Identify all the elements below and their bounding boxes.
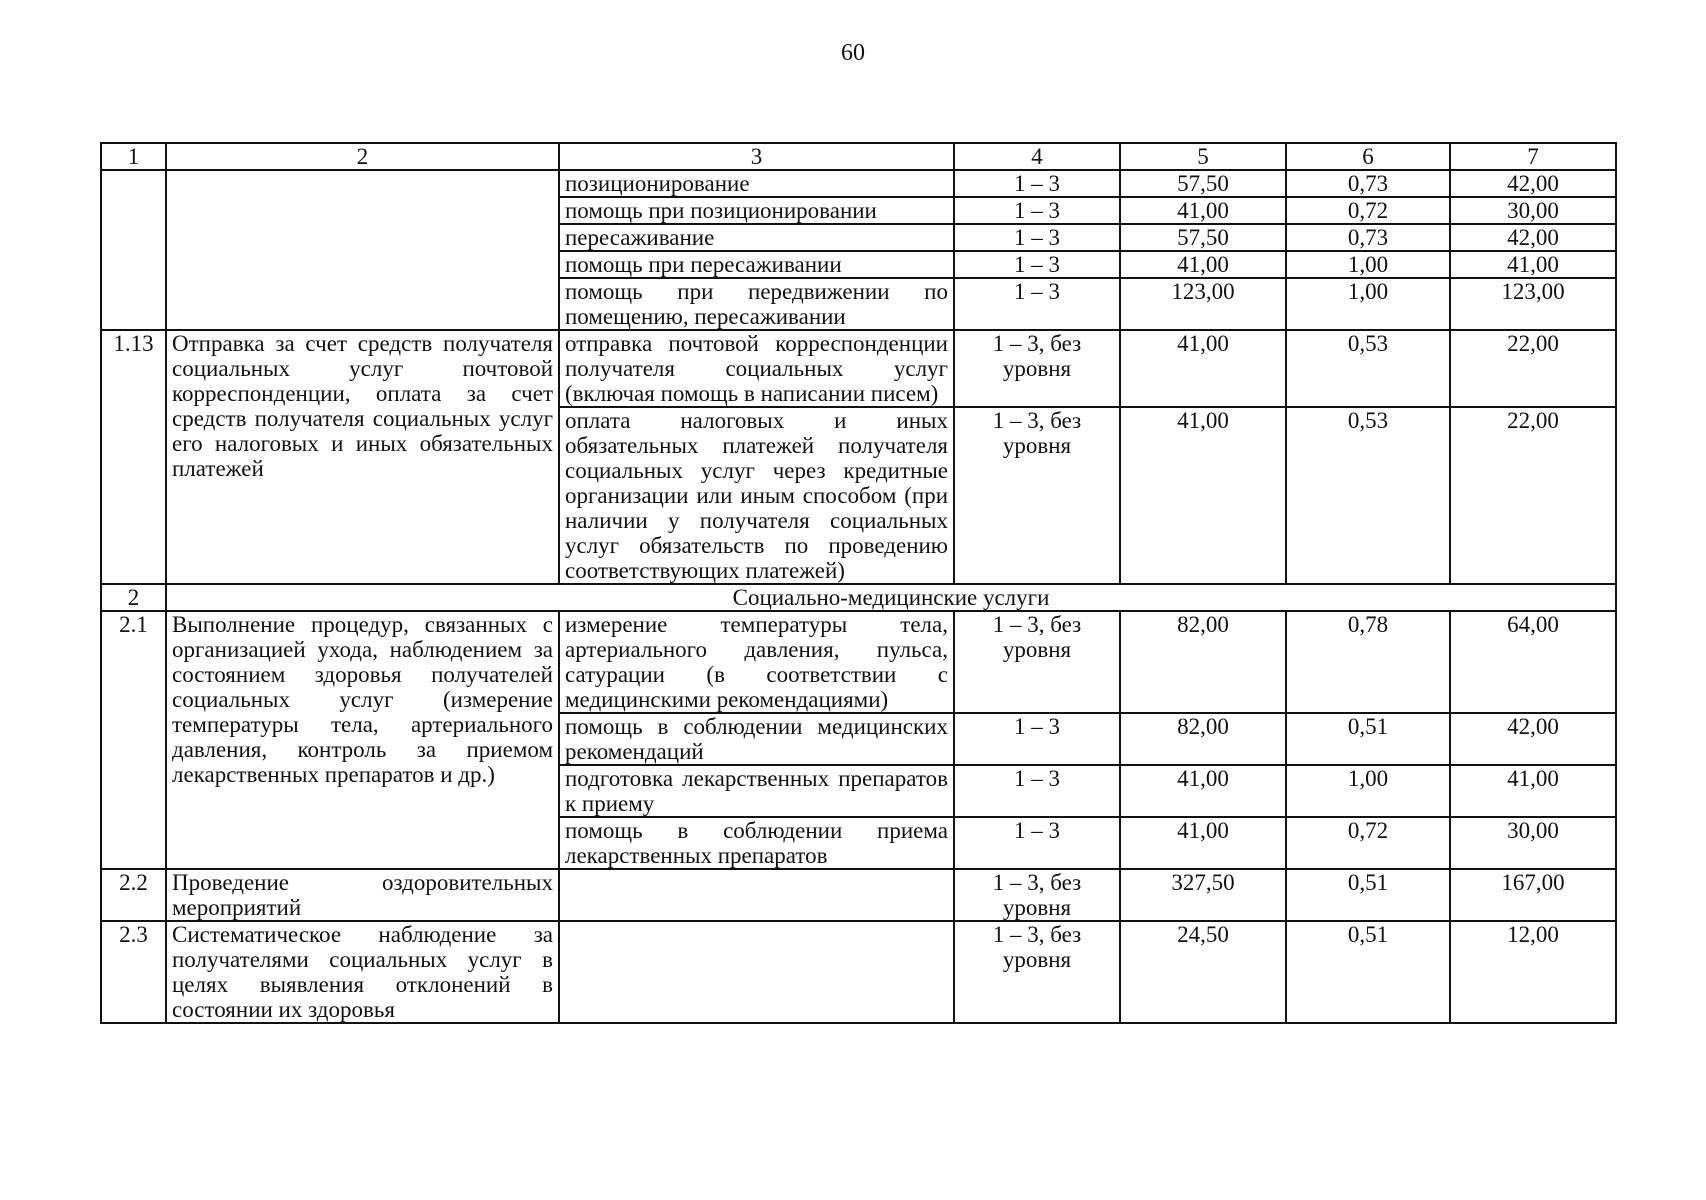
level-cell: 1 – 3, без уровня [954,330,1120,407]
service-cell: оплата налоговых и иных обязательных платежей получателя социальных услуг через кредитные организации или иным способом (при наличии у получателя социальных услуг обязательств по проведению соответствующих платежей) [559,407,954,584]
value-cell: 41,00 [1120,817,1286,869]
value-cell: 327,50 [1120,869,1286,921]
service-cell: помощь при позиционировании [559,197,954,224]
value-cell: 41,00 [1120,765,1286,817]
level-cell: 1 – 3 [954,278,1120,330]
empty-cell [166,170,559,330]
value-cell: 0,51 [1286,713,1450,765]
level-cell: 1 – 3 [954,224,1120,251]
service-cell: помощь при пересаживании [559,251,954,278]
service-cell: помощь в соблюдении приема лекарственных препаратов [559,817,954,869]
value-cell: 82,00 [1120,611,1286,713]
section-row [101,584,1616,611]
header-cell: 6 [1286,143,1450,170]
item-name: Выполнение процедур, связанных с организацией ухода, наблюдением за состоянием здоровья получателей социальных услуг (измерение температуры тела, артериального давления, контроль за приемом лекарственных препаратов и др.) [166,611,559,869]
value-cell: 12,00 [1450,921,1616,1023]
value-cell: 0,53 [1286,330,1450,407]
service-cell: пересаживание [559,224,954,251]
item-number: 1.13 [101,330,166,584]
header-cell: 3 [559,143,954,170]
table-row [101,170,1616,197]
level-cell: 1 – 3, без уровня [954,921,1120,1023]
table-row [101,611,1616,713]
value-cell: 30,00 [1450,817,1616,869]
item-name: Отправка за счет средств получателя социальных услуг почтовой корреспонденции, оплата за счет средств получателя социальных услуг его налоговых и иных обязательных платежей [166,330,559,584]
header-cell: 5 [1120,143,1286,170]
value-cell: 41,00 [1120,197,1286,224]
item-number: 2.2 [101,869,166,921]
empty-cell [101,170,166,330]
value-cell: 42,00 [1450,170,1616,197]
level-cell: 1 – 3 [954,170,1120,197]
section-title: Социально-медицинские услуги [166,584,1616,611]
item-number: 2.3 [101,921,166,1023]
value-cell: 0,51 [1286,921,1450,1023]
value-cell: 30,00 [1450,197,1616,224]
table-row [101,921,1616,1023]
service-cell [559,921,954,1023]
level-cell: 1 – 3, без уровня [954,869,1120,921]
value-cell: 0,72 [1286,817,1450,869]
level-cell: 1 – 3, без уровня [954,407,1120,584]
header-cell: 4 [954,143,1120,170]
item-name: Систематическое наблюдение за получателями социальных услуг в целях выявления отклонений в состоянии их здоровья [166,921,559,1023]
value-cell: 0,51 [1286,869,1450,921]
level-cell: 1 – 3 [954,251,1120,278]
value-cell: 57,50 [1120,224,1286,251]
level-cell: 1 – 3 [954,197,1120,224]
item-number: 2.1 [101,611,166,869]
page-number: 60 [841,40,865,66]
value-cell: 0,78 [1286,611,1450,713]
header-cell: 2 [166,143,559,170]
value-cell: 123,00 [1120,278,1286,330]
value-cell: 1,00 [1286,251,1450,278]
value-cell: 0,73 [1286,170,1450,197]
value-cell: 41,00 [1450,765,1616,817]
value-cell: 42,00 [1450,224,1616,251]
service-cell: помощь при передвижении по помещению, пересаживании [559,278,954,330]
value-cell: 41,00 [1120,251,1286,278]
header-cell: 1 [101,143,166,170]
tariff-table [100,142,1617,1024]
value-cell: 41,00 [1120,330,1286,407]
value-cell: 41,00 [1450,251,1616,278]
value-cell: 0,72 [1286,197,1450,224]
value-cell: 22,00 [1450,407,1616,584]
value-cell: 0,53 [1286,407,1450,584]
value-cell: 41,00 [1120,407,1286,584]
value-cell: 24,50 [1120,921,1286,1023]
value-cell: 0,73 [1286,224,1450,251]
table-row [101,869,1616,921]
service-cell [559,869,954,921]
table-row [101,330,1616,407]
service-cell: подготовка лекарственных препаратов к приему [559,765,954,817]
service-cell: помощь в соблюдении медицинских рекомендаций [559,713,954,765]
value-cell: 57,50 [1120,170,1286,197]
value-cell: 123,00 [1450,278,1616,330]
level-cell: 1 – 3 [954,765,1120,817]
section-number: 2 [101,584,166,611]
service-cell: отправка почтовой корреспонденции получателя социальных услуг (включая помощь в написании писем) [559,330,954,407]
service-cell: позиционирование [559,170,954,197]
value-cell: 82,00 [1120,713,1286,765]
header-cell: 7 [1450,143,1616,170]
level-cell: 1 – 3 [954,817,1120,869]
value-cell: 167,00 [1450,869,1616,921]
value-cell: 42,00 [1450,713,1616,765]
value-cell: 1,00 [1286,278,1450,330]
value-cell: 22,00 [1450,330,1616,407]
service-cell: измерение температуры тела, артериального давления, пульса, сатурации (в соответствии с медицинскими рекомендациями) [559,611,954,713]
value-cell: 1,00 [1286,765,1450,817]
level-cell: 1 – 3, без уровня [954,611,1120,713]
value-cell: 64,00 [1450,611,1616,713]
item-name: Проведение оздоровительных мероприятий [166,869,559,921]
header-row [101,143,1616,170]
level-cell: 1 – 3 [954,713,1120,765]
